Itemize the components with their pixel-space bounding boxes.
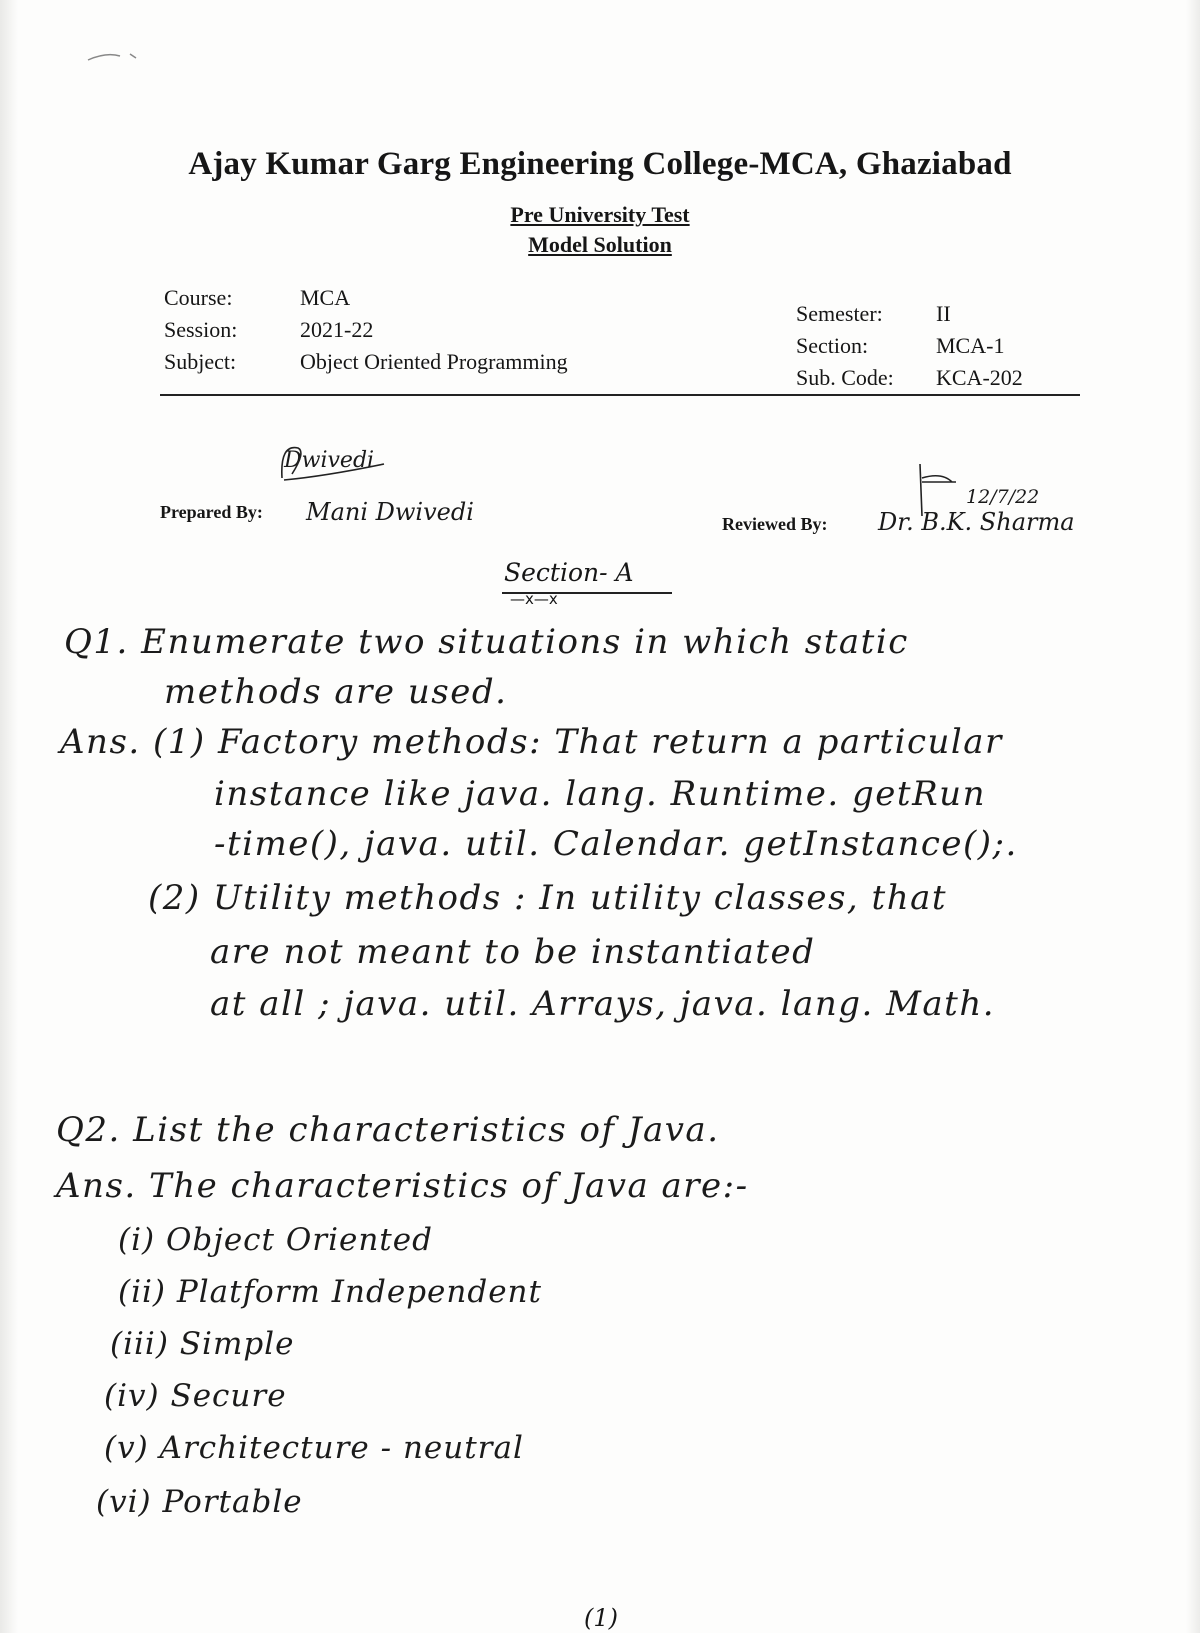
test-name: Pre University Test bbox=[510, 202, 690, 227]
prepared-by-name: Mani Dwivedi bbox=[306, 498, 474, 526]
scan-speck bbox=[86, 50, 146, 64]
preparer-signature-mark bbox=[276, 438, 396, 488]
reviewed-by-name: Dr. B.K. Sharma bbox=[878, 508, 1075, 536]
course-row bbox=[164, 282, 568, 314]
semester-label: Semester: bbox=[796, 301, 883, 326]
list-item: (iv) Secure bbox=[104, 1378, 287, 1414]
doc-type: Model Solution bbox=[528, 232, 672, 257]
section-row bbox=[796, 330, 1023, 362]
subcode-value: KCA-202 bbox=[936, 365, 1023, 390]
a1-line-6: at all ; java. util. Arrays, java. lang. Math. bbox=[210, 984, 996, 1024]
a1-line-4: (2) Utility methods : In utility classes, that bbox=[148, 878, 948, 918]
section-label: Section: bbox=[796, 333, 869, 358]
session-value: 2021-22 bbox=[300, 317, 374, 342]
list-item: (i) Object Oriented bbox=[118, 1222, 433, 1258]
a1-line-3: -time(), java. util. Calendar. getInstance();. bbox=[214, 824, 1018, 864]
page-number: (1) bbox=[584, 1604, 618, 1632]
a1-line-1: Ans. (1) Factory methods: That return a particular bbox=[60, 722, 1003, 762]
college-title: Ajay Kumar Garg Engineering College-MCA, Ghaziabad bbox=[188, 146, 1012, 182]
subcode-label: Sub. Code: bbox=[796, 365, 894, 390]
a1-line-5: are not meant to be instantiated bbox=[210, 932, 816, 972]
course-info-left bbox=[164, 282, 568, 378]
prepared-by-label: Prepared By: bbox=[160, 502, 263, 522]
session-label: Session: bbox=[164, 317, 238, 342]
header-rule bbox=[160, 394, 1080, 396]
reviewed-by-label: Reviewed By: bbox=[722, 514, 828, 534]
list-item: (iii) Simple bbox=[110, 1326, 295, 1362]
section-title: Section- A bbox=[504, 558, 634, 587]
list-item: (ii) Platform Independent bbox=[118, 1274, 542, 1310]
course-info-right bbox=[796, 298, 1023, 394]
semester-value: II bbox=[936, 301, 951, 326]
section-marks: —x—x bbox=[510, 590, 558, 608]
subject-value: Object Oriented Programming bbox=[300, 349, 568, 374]
session-row bbox=[164, 314, 568, 346]
q1-line-1: Q1. Enumerate two situations in which static bbox=[64, 622, 909, 662]
q2-line: Q2. List the characteristics of Java. bbox=[56, 1110, 720, 1150]
subject-label: Subject: bbox=[164, 349, 237, 374]
review-date: 12/7/22 bbox=[966, 486, 1040, 508]
course-value: MCA bbox=[300, 285, 351, 310]
q1-line-2: methods are used. bbox=[164, 672, 508, 712]
list-item: (vi) Portable bbox=[96, 1484, 303, 1520]
course-label: Course: bbox=[164, 285, 233, 310]
section-value: MCA-1 bbox=[936, 333, 1005, 358]
semester-row bbox=[796, 298, 1023, 330]
list-item: (v) Architecture - neutral bbox=[104, 1430, 524, 1466]
a2-intro: Ans. The characteristics of Java are:- bbox=[56, 1166, 749, 1206]
preparer-signature: Dwivedi bbox=[284, 448, 375, 473]
a1-line-2: instance like java. lang. Runtime. getRun bbox=[214, 774, 986, 814]
subcode-row bbox=[796, 362, 1023, 394]
subject-row bbox=[164, 346, 568, 378]
